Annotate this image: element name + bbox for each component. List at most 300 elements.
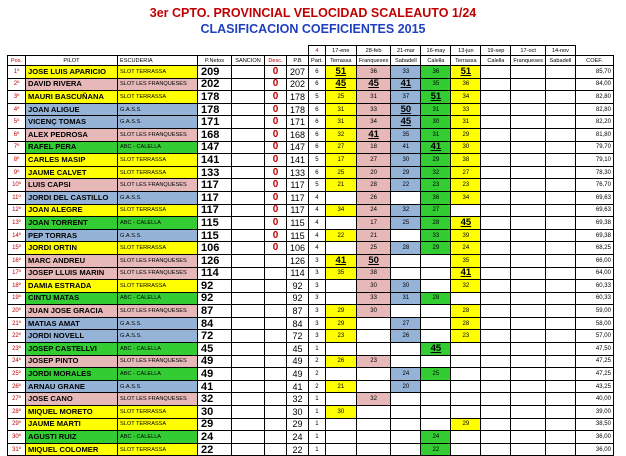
participations: 2 xyxy=(309,355,326,368)
team-name: SLOT LES FRANQUESES xyxy=(118,305,198,318)
sanction-cell xyxy=(232,191,265,204)
discard-cell: 0 xyxy=(265,78,287,91)
race-result-2: 27 xyxy=(356,154,391,167)
race-result-5: 29 xyxy=(451,418,481,431)
race-result-4: 45 xyxy=(421,343,451,356)
header-place-4: Calella xyxy=(421,56,451,66)
race-result-3 xyxy=(391,254,421,267)
gross-points: 133 xyxy=(287,166,309,179)
race-result-2: 26 xyxy=(356,191,391,204)
discard-cell xyxy=(265,355,287,368)
coefficient: 39,00 xyxy=(575,406,613,419)
race-result-3 xyxy=(391,343,421,356)
sanction-cell xyxy=(232,116,265,129)
race-result-1: 17 xyxy=(325,154,356,167)
gross-points: 117 xyxy=(287,179,309,192)
race-result-7 xyxy=(511,254,546,267)
discard-cell: 0 xyxy=(265,166,287,179)
gross-points: 92 xyxy=(287,292,309,305)
coefficient: 79,70 xyxy=(575,141,613,154)
race-result-5: 28 xyxy=(451,317,481,330)
race-result-4 xyxy=(421,380,451,393)
race-result-4: 32 xyxy=(421,166,451,179)
position-cell: 18º xyxy=(8,280,26,293)
race-result-1: 45 xyxy=(325,78,356,91)
gross-points: 24 xyxy=(287,431,309,444)
team-name: SLOT TERRASSA xyxy=(118,418,198,431)
race-result-2: 23 xyxy=(356,355,391,368)
table-row xyxy=(8,191,614,204)
sanction-cell xyxy=(232,330,265,343)
sanction-cell xyxy=(232,443,265,456)
race-result-4: 51 xyxy=(421,91,451,104)
position-cell: 22º xyxy=(8,330,26,343)
participations: 6 xyxy=(309,116,326,129)
race-result-3 xyxy=(391,267,421,280)
position-cell: 3º xyxy=(8,91,26,104)
race-result-1 xyxy=(325,343,356,356)
page-title: 3er CPTO. PROVINCIAL VELOCIDAD SCALEAUTO 1/24 xyxy=(149,6,477,20)
race-result-8 xyxy=(545,418,575,431)
position-cell: 8º xyxy=(8,154,26,167)
race-result-4: 28 xyxy=(421,292,451,305)
position-cell: 16º xyxy=(8,254,26,267)
coefficient: 82,80 xyxy=(575,91,613,104)
race-result-2: 21 xyxy=(356,229,391,242)
race-result-7 xyxy=(511,418,546,431)
net-points: 209 xyxy=(198,66,232,79)
race-result-7 xyxy=(511,242,546,255)
table-row xyxy=(8,66,614,79)
race-result-1: 23 xyxy=(325,330,356,343)
discard-cell: 0 xyxy=(265,141,287,154)
net-points: 147 xyxy=(198,141,232,154)
pilot-name: DAVID RIVERA xyxy=(26,78,118,91)
position-cell: 24º xyxy=(8,355,26,368)
coefficient: 69,63 xyxy=(575,191,613,204)
header-part: Part. xyxy=(309,56,326,66)
race-result-7 xyxy=(511,78,546,91)
race-result-8 xyxy=(545,254,575,267)
pilot-name: MIQUEL MORETO xyxy=(26,406,118,419)
race-result-7 xyxy=(511,380,546,393)
header-date-7: 17-oct xyxy=(511,46,546,56)
race-result-8 xyxy=(545,280,575,293)
pilot-name: AGUSTI RUIZ xyxy=(26,431,118,444)
gross-points: 49 xyxy=(287,368,309,381)
race-result-4: 36 xyxy=(421,191,451,204)
team-name: ABC - CALELLA xyxy=(118,141,198,154)
race-result-4: 33 xyxy=(421,229,451,242)
gross-points: 45 xyxy=(287,343,309,356)
race-result-3: 35 xyxy=(391,128,421,141)
race-result-6 xyxy=(481,380,511,393)
participations: 6 xyxy=(309,66,326,79)
position-cell: 14º xyxy=(8,229,26,242)
race-result-8 xyxy=(545,128,575,141)
net-points: 178 xyxy=(198,103,232,116)
coefficient: 66,00 xyxy=(575,254,613,267)
discard-cell xyxy=(265,254,287,267)
race-result-4: 27 xyxy=(421,204,451,217)
table-row xyxy=(8,317,614,330)
sanction-cell xyxy=(232,179,265,192)
pilot-name: JOAN TORRENT xyxy=(26,217,118,230)
coefficient: 36,00 xyxy=(575,431,613,444)
participations: 1 xyxy=(309,406,326,419)
race-result-7 xyxy=(511,191,546,204)
net-points: 30 xyxy=(198,406,232,419)
race-result-6 xyxy=(481,393,511,406)
participations: 6 xyxy=(309,141,326,154)
race-result-3: 31 xyxy=(391,292,421,305)
net-points: 22 xyxy=(198,443,232,456)
race-result-8 xyxy=(545,380,575,393)
race-result-2: 24 xyxy=(356,204,391,217)
coefficient: 40,00 xyxy=(575,393,613,406)
discard-cell xyxy=(265,368,287,381)
discard-cell xyxy=(265,292,287,305)
net-points: 168 xyxy=(198,128,232,141)
race-result-1 xyxy=(325,191,356,204)
team-name: G.A.S.S. xyxy=(118,103,198,116)
sanction-cell xyxy=(232,305,265,318)
net-points: 24 xyxy=(198,431,232,444)
race-result-6 xyxy=(481,116,511,129)
race-result-6 xyxy=(481,406,511,419)
race-result-2 xyxy=(356,368,391,381)
net-points: 84 xyxy=(198,317,232,330)
coefficient: 79,10 xyxy=(575,154,613,167)
race-result-2: 30 xyxy=(356,305,391,318)
pilot-name: RAFEL PERA xyxy=(26,141,118,154)
table-row xyxy=(8,91,614,104)
gross-points: 115 xyxy=(287,229,309,242)
race-result-1: 30 xyxy=(325,406,356,419)
race-result-6 xyxy=(481,254,511,267)
race-result-5: 23 xyxy=(451,330,481,343)
race-result-5: 51 xyxy=(451,66,481,79)
coefficient: 78,30 xyxy=(575,166,613,179)
race-result-3: 30 xyxy=(391,154,421,167)
race-result-2 xyxy=(356,443,391,456)
discard-cell xyxy=(265,443,287,456)
header-sancion: SANCION xyxy=(232,56,265,66)
race-result-3 xyxy=(391,305,421,318)
race-result-2: 25 xyxy=(356,242,391,255)
race-result-6 xyxy=(481,154,511,167)
participations: 6 xyxy=(309,128,326,141)
coefficient: 57,00 xyxy=(575,330,613,343)
team-name: G.A.S.S. xyxy=(118,317,198,330)
discard-cell: 0 xyxy=(265,116,287,129)
gross-points: 168 xyxy=(287,128,309,141)
team-name: SLOT TERRASSA xyxy=(118,204,198,217)
net-points: 133 xyxy=(198,166,232,179)
race-result-2: 38 xyxy=(356,267,391,280)
pilot-name: JAUME CALVET xyxy=(26,166,118,179)
net-points: 141 xyxy=(198,154,232,167)
net-points: 72 xyxy=(198,330,232,343)
table-row xyxy=(8,406,614,419)
race-result-2: 33 xyxy=(356,103,391,116)
gross-points: 207 xyxy=(287,66,309,79)
pilot-name: JORDI MORALES xyxy=(26,368,118,381)
race-result-8 xyxy=(545,191,575,204)
race-result-7 xyxy=(511,128,546,141)
pilot-name: JOSEP LLUIS MARIN xyxy=(26,267,118,280)
header-desc: Desc. xyxy=(265,56,287,66)
position-cell: 23º xyxy=(8,343,26,356)
participations: 1 xyxy=(309,343,326,356)
pilot-name: JORDI ORTIN xyxy=(26,242,118,255)
race-result-3: 27 xyxy=(391,317,421,330)
race-result-5: 32 xyxy=(451,280,481,293)
team-name: ABC - CALELLA xyxy=(118,292,198,305)
race-result-7 xyxy=(511,355,546,368)
discard-cell xyxy=(265,393,287,406)
net-points: 126 xyxy=(198,254,232,267)
race-result-1 xyxy=(325,443,356,456)
race-result-4: 30 xyxy=(421,116,451,129)
race-result-6 xyxy=(481,267,511,280)
participations: 2 xyxy=(309,368,326,381)
net-points: 115 xyxy=(198,229,232,242)
race-result-4: 31 xyxy=(421,128,451,141)
net-points: 115 xyxy=(198,217,232,230)
race-result-4: 29 xyxy=(421,154,451,167)
race-result-6 xyxy=(481,66,511,79)
table-row xyxy=(8,368,614,381)
race-result-8 xyxy=(545,267,575,280)
coefficient: 81,80 xyxy=(575,128,613,141)
pilot-name: MAURI BASCUÑANA xyxy=(26,91,118,104)
race-result-1: 25 xyxy=(325,166,356,179)
header-row xyxy=(8,56,614,66)
race-result-5: 39 xyxy=(451,229,481,242)
participations: 1 xyxy=(309,393,326,406)
position-cell: 9º xyxy=(8,166,26,179)
race-result-8 xyxy=(545,393,575,406)
sanction-cell xyxy=(232,267,265,280)
header-date-2: 28-feb xyxy=(356,46,391,56)
header-date-6: 19-sep xyxy=(481,46,511,56)
coefficient: 60,33 xyxy=(575,280,613,293)
race-result-7 xyxy=(511,103,546,116)
race-result-8 xyxy=(545,66,575,79)
header-place-3: Sabadell xyxy=(391,56,421,66)
coefficient: 69,38 xyxy=(575,229,613,242)
race-result-5: 23 xyxy=(451,179,481,192)
sanction-cell xyxy=(232,393,265,406)
header-place-7: Franqueses xyxy=(511,56,546,66)
position-cell: 12º xyxy=(8,204,26,217)
race-result-5: 31 xyxy=(451,116,481,129)
participations: 5 xyxy=(309,91,326,104)
race-result-7 xyxy=(511,229,546,242)
pilot-name: JORDI NOVELL xyxy=(26,330,118,343)
race-result-7 xyxy=(511,343,546,356)
net-points: 202 xyxy=(198,78,232,91)
race-result-8 xyxy=(545,103,575,116)
race-result-8 xyxy=(545,317,575,330)
team-name: SLOT TERRASSA xyxy=(118,66,198,79)
table-row xyxy=(8,254,614,267)
sanction-cell xyxy=(232,128,265,141)
team-name: SLOT LES FRANQUESES xyxy=(118,393,198,406)
race-result-7 xyxy=(511,267,546,280)
team-name: ABC - CALELLA xyxy=(118,343,198,356)
position-cell: 4º xyxy=(8,103,26,116)
sanction-cell xyxy=(232,380,265,393)
race-result-5 xyxy=(451,368,481,381)
race-result-4 xyxy=(421,406,451,419)
race-result-5 xyxy=(451,355,481,368)
pilot-name: JAUME MARTI xyxy=(26,418,118,431)
race-result-6 xyxy=(481,242,511,255)
race-result-1: 25 xyxy=(325,91,356,104)
race-result-5: 41 xyxy=(451,267,481,280)
coefficient: 85,70 xyxy=(575,66,613,79)
race-result-6 xyxy=(481,305,511,318)
race-result-7 xyxy=(511,393,546,406)
race-result-5 xyxy=(451,406,481,419)
race-result-6 xyxy=(481,418,511,431)
team-name: SLOT LES FRANQUESES xyxy=(118,355,198,368)
race-result-5 xyxy=(451,343,481,356)
sanction-cell xyxy=(232,78,265,91)
table-row xyxy=(8,355,614,368)
race-result-7 xyxy=(511,166,546,179)
race-result-5 xyxy=(451,380,481,393)
table-row xyxy=(8,380,614,393)
gross-points: 115 xyxy=(287,217,309,230)
participations: 1 xyxy=(309,418,326,431)
race-result-4: 36 xyxy=(421,66,451,79)
table-row xyxy=(8,204,614,217)
race-result-6 xyxy=(481,166,511,179)
gross-points: 114 xyxy=(287,267,309,280)
table-row xyxy=(8,78,614,91)
race-result-1: 51 xyxy=(325,66,356,79)
race-result-8 xyxy=(545,229,575,242)
race-result-6 xyxy=(481,91,511,104)
race-result-3 xyxy=(391,406,421,419)
position-cell: 6º xyxy=(8,128,26,141)
race-result-2 xyxy=(356,343,391,356)
race-result-8 xyxy=(545,292,575,305)
net-points: 87 xyxy=(198,305,232,318)
discard-cell: 0 xyxy=(265,242,287,255)
race-result-3 xyxy=(391,431,421,444)
race-result-8 xyxy=(545,406,575,419)
page-subtitle: CLASIFICACION COEFICIENTES 2015 xyxy=(200,22,426,36)
race-result-3: 26 xyxy=(391,330,421,343)
net-points: 45 xyxy=(198,343,232,356)
race-result-1: 21 xyxy=(325,380,356,393)
team-name: ABC - CALELLA xyxy=(118,217,198,230)
race-result-1: 26 xyxy=(325,355,356,368)
gross-points: 117 xyxy=(287,204,309,217)
race-result-6 xyxy=(481,179,511,192)
table-row xyxy=(8,116,614,129)
position-cell: 28º xyxy=(8,406,26,419)
team-name: SLOT LES FRANQUESES xyxy=(118,267,198,280)
coefficient: 82,80 xyxy=(575,103,613,116)
net-points: 49 xyxy=(198,355,232,368)
race-result-4: 22 xyxy=(421,443,451,456)
sanction-cell xyxy=(232,343,265,356)
coefficient: 68,25 xyxy=(575,242,613,255)
gross-points: 171 xyxy=(287,116,309,129)
position-cell: 17º xyxy=(8,267,26,280)
header-place-2: Franqueses xyxy=(356,56,391,66)
net-points: 117 xyxy=(198,179,232,192)
race-result-2: 20 xyxy=(356,166,391,179)
race-result-1: 32 xyxy=(325,128,356,141)
gross-points: 178 xyxy=(287,103,309,116)
header-pb: P.B xyxy=(287,56,309,66)
race-result-7 xyxy=(511,179,546,192)
race-result-2 xyxy=(356,330,391,343)
net-points: 114 xyxy=(198,267,232,280)
discard-cell xyxy=(265,305,287,318)
race-result-2: 45 xyxy=(356,78,391,91)
race-result-5: 28 xyxy=(451,305,481,318)
race-result-2: 34 xyxy=(356,116,391,129)
table-row xyxy=(8,418,614,431)
team-name: SLOT TERRASSA xyxy=(118,154,198,167)
net-points: 29 xyxy=(198,418,232,431)
race-result-7 xyxy=(511,317,546,330)
race-result-8 xyxy=(545,217,575,230)
net-points: 106 xyxy=(198,242,232,255)
gross-points: 72 xyxy=(287,330,309,343)
position-cell: 25º xyxy=(8,368,26,381)
race-result-3: 33 xyxy=(391,66,421,79)
race-result-2: 41 xyxy=(356,128,391,141)
team-name: G.A.S.S. xyxy=(118,380,198,393)
discard-cell: 0 xyxy=(265,204,287,217)
race-result-1 xyxy=(325,280,356,293)
sanction-cell xyxy=(232,292,265,305)
participations: 6 xyxy=(309,166,326,179)
table-row xyxy=(8,242,614,255)
race-result-1: 31 xyxy=(325,116,356,129)
race-result-4 xyxy=(421,317,451,330)
net-points: 117 xyxy=(198,204,232,217)
discard-cell: 0 xyxy=(265,91,287,104)
participations: 3 xyxy=(309,280,326,293)
participations: 5 xyxy=(309,179,326,192)
header-place-1: Terrassa xyxy=(325,56,356,66)
race-result-4: 35 xyxy=(421,78,451,91)
sanction-cell xyxy=(232,103,265,116)
race-result-8 xyxy=(545,443,575,456)
gross-points: 202 xyxy=(287,78,309,91)
header-place-8: Sabadell xyxy=(545,56,575,66)
race-result-4: 41 xyxy=(421,141,451,154)
race-result-2 xyxy=(356,431,391,444)
coefficient: 38,50 xyxy=(575,418,613,431)
team-name: SLOT LES FRANQUESES xyxy=(118,78,198,91)
race-result-7 xyxy=(511,204,546,217)
gross-points: 30 xyxy=(287,406,309,419)
gross-points: 41 xyxy=(287,380,309,393)
header-date-4: 16-may xyxy=(421,46,451,56)
gross-points: 178 xyxy=(287,91,309,104)
coefficient: 69,38 xyxy=(575,217,613,230)
